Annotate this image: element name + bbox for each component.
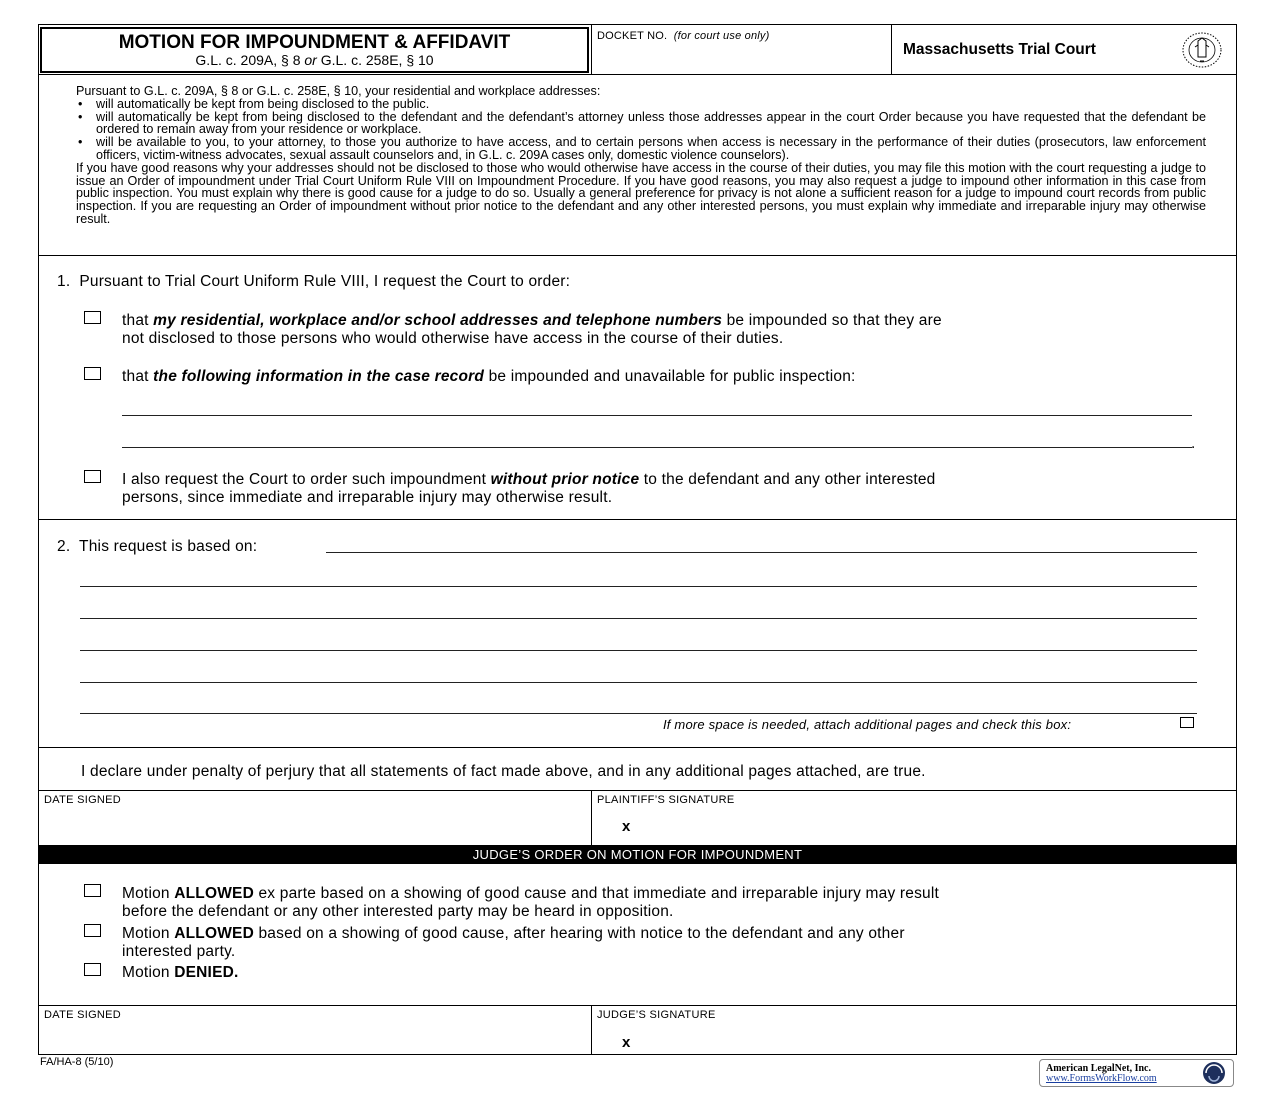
plaintiff-signature-label: PLAINTIFF’S SIGNATURE [597,794,735,806]
intro-text [76,85,1206,226]
checkbox-allowed-ex-parte[interactable] [84,884,101,897]
intro-bullets [76,98,1206,162]
header-divider-1 [591,24,592,74]
checkbox-impound-case-info[interactable] [84,367,101,380]
court-seal-icon [1180,31,1224,69]
plaintiff-signature-x: x [622,818,631,835]
reason-line-4[interactable] [80,650,1197,651]
plaintiff-date-label: DATE SIGNED [44,794,122,806]
form-title: MOTION FOR IMPOUNDMENT & AFFIDAVIT [118,32,511,53]
statute-a: G.L. c. 209A, § 8 [195,52,301,68]
signature-divider-1 [591,790,592,845]
signature-divider-2 [591,1005,592,1055]
checkbox-impound-addresses[interactable] [84,311,101,324]
declaration-text: I declare under penalty of perjury that all statements of fact made above, and in any additional pages attached, are true. [81,763,926,780]
statute-b: G.L. c. 258E, § 10 [320,52,434,68]
header-divider-2 [891,24,892,74]
reason-line-5[interactable] [80,682,1197,683]
section2-heading: 2. This request is based on: [57,538,258,555]
more-space-note: If more space is needed, attach additional pages and check this box: [663,717,1072,732]
section1-heading: 1. Pursuant to Trial Court Uniform Rule VIII, I request the Court to order: [57,273,571,290]
section2-bottom-rule [38,747,1237,748]
case-info-period: . [1191,435,1196,452]
reason-line-6[interactable] [80,713,1197,714]
reason-line-1[interactable] [326,552,1197,553]
intro-body: If you have good reasons why your addresses should not be disclosed to those who would otherwise have access in the course of their duties, you may file this motion with the court requesting a judge to issue an Order of impoundment under Trial Court Uniform Rule VIII on Impoundment Procedure. If you have good reasons, you may also request a judge to impound other information in this case from public inspection. You must explain why there is good cause for a judge to do so. Usually a general preference for privacy is not alone a sufficient reason for a judge to impound court records from public inspection. If you are requesting an Order of impoundment without prior notice to the defendant and any other interested persons, you must explain why immediate and irreparable injury may otherwise result. [76,160,1206,226]
vendor-globe-icon [1197,1060,1231,1086]
form-statutes [40,52,589,68]
option-impound-addresses: that my residential, workplace and/or school addresses and telephone numbers be impounded so that they are not disclosed to those persons who would otherwise have access in the course of their duties. [122,312,942,347]
form-id: FA/HA-8 (5/10) [40,1056,114,1068]
case-info-line-1[interactable] [122,415,1192,416]
intro-bullet: • will be available to you, to your attorney, to those you authorize to have access, and to certain persons when access is necessary in the performance of their duties (prosecutors, law enforcement officers, victim-witness advocates, sexual assault counselors and, in G.L. c. 209A cases only, domestic violence counselors). [96,136,1206,162]
checkbox-allowed-with-notice[interactable] [84,924,101,937]
judge-signature-field[interactable] [640,1023,1230,1053]
reason-line-3[interactable] [80,618,1197,619]
option-denied: Motion DENIED. [122,964,239,981]
judge-signature-label: JUDGE’S SIGNATURE [597,1009,716,1021]
intro-bullet: • will automatically be kept from being disclosed to the public. [96,98,1206,111]
declaration-bottom-rule [38,790,1237,791]
judge-date-field[interactable] [42,1023,587,1053]
option-allowed-ex-parte: Motion ALLOWED ex parte based on a showing of good cause and that immediate and irreparable injury may result before the defendant or any other interested party may be heard in opposition. [122,885,940,920]
vendor-url[interactable]: www.FormsWorkFlow.com [1046,1073,1157,1084]
judge-date-label: DATE SIGNED [44,1009,122,1021]
judge-signature-x: x [622,1034,631,1051]
header-bottom-rule [38,74,1237,75]
checkbox-more-space[interactable] [1180,717,1194,728]
docket-label: DOCKET NO. (for court use only) [597,30,770,42]
case-info-line-2[interactable] [122,447,1192,448]
judge-order-title: JUDGE’S ORDER ON MOTION FOR IMPOUNDMENT [472,847,803,862]
statute-or: or [304,52,317,68]
intro-lead: Pursuant to G.L. c. 209A, § 8 or G.L. c. 258E, § 10, your residential and workplace addresses: [76,84,601,98]
section1-bottom-rule [38,519,1237,520]
court-name: Massachusetts Trial Court [903,41,1096,58]
option-without-notice: I also request the Court to order such impoundment without prior notice to the defendant and any other interested persons, since immediate and irreparable injury may otherwise result. [122,471,936,506]
option-impound-case-info: that the following information in the case record be impounded and unavailable for public inspection: [122,368,856,385]
checkbox-denied[interactable] [84,963,101,976]
vendor-name: American LegalNet, Inc. [1046,1063,1151,1074]
intro-bullet: • will automatically be kept from being disclosed to the defendant and the defendant’s attorney unless those addresses appear in the court Order because you have requested that the defendant be ordered to remain away from your residence or workplace. [96,111,1206,137]
checkbox-without-notice[interactable] [84,470,101,483]
judge-options-bottom-rule [38,1005,1237,1006]
docket-number-field[interactable] [595,46,887,72]
option-allowed-with-notice: Motion ALLOWED based on a showing of good cause, after hearing with notice to the defendant and any other interested party. [122,925,905,960]
plaintiff-date-field[interactable] [42,808,587,844]
intro-bottom-rule [38,255,1237,256]
plaintiff-signature-field[interactable] [640,808,1230,844]
reason-line-2[interactable] [80,586,1197,587]
